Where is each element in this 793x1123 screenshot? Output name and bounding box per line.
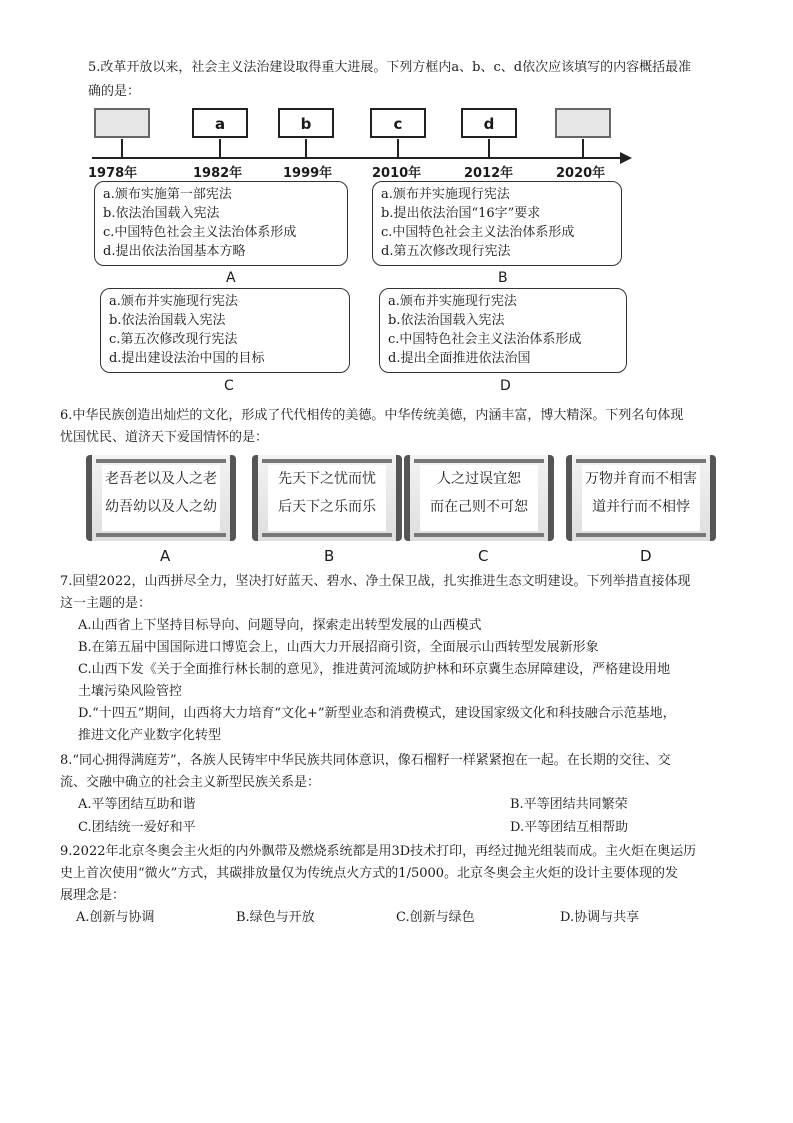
q7-option-a[interactable]: A.山西省上下坚持目标导向、问题导向，探索走出转型发展的山西模式 xyxy=(78,618,482,633)
option-item: d.第五次修改现行宪法 xyxy=(381,244,511,259)
q5-stem-line2: 确的是： xyxy=(88,84,141,99)
q8-stem-line2: 流、交融中确立的社会主义新型民族关系是： xyxy=(60,775,321,790)
option-item: d.提出全面推进依法治国 xyxy=(388,351,531,366)
timeline-year: 1999年 xyxy=(283,166,333,181)
q8-stem-line1: 8.“同心拥得满庭芳”，各族人民铸牢中华民族共同体意识，像石榴籽一样紧紧抱在一起。在长期的交往、交 xyxy=(60,753,671,768)
timeline-box-c: c xyxy=(370,108,426,138)
scroll-line: 后天下之乐而乐 xyxy=(278,499,376,515)
q6-stem-line1: 6.中华民族创造出灿烂的文化，形成了代代相传的美德。中华传统美德，内涵丰富，博大精深。下列名句体现 xyxy=(60,408,684,423)
option-item: c.中国特色社会主义法治体系形成 xyxy=(381,225,575,240)
option-item: b.提出依法治国“16字”要求 xyxy=(381,206,541,221)
q9-stem-line1: 9.2022年北京冬奥会主火炬的内外飘带及燃烧系统都是用3D技术打印，再经过抛光组装而成。主火炬在奥运历 xyxy=(60,844,697,859)
scroll-line: 幼吾幼以及人之幼 xyxy=(105,499,217,515)
q8-option-c[interactable]: C.团结统一爱好和平 xyxy=(78,820,196,835)
timeline-box-a: a xyxy=(192,108,248,138)
timeline-year: 2012年 xyxy=(464,166,514,181)
q9-option-c[interactable]: C.创新与绿色 xyxy=(396,910,475,925)
timeline-box-1978 xyxy=(94,108,150,138)
q9-option-a[interactable]: A.创新与协调 xyxy=(76,910,155,925)
option-item: a.颁布实施第一部宪法 xyxy=(103,187,232,202)
q8-option-a[interactable]: A.平等团结互助和谐 xyxy=(78,797,196,812)
option-item: d.提出建设法治中国的目标 xyxy=(109,351,265,366)
q5-option-c-label: C xyxy=(224,378,234,394)
q7-option-c-cont: 土壤污染风险管控 xyxy=(78,684,183,699)
option-item: b.依法治国载入宪法 xyxy=(103,206,220,221)
option-item: c.中国特色社会主义法治体系形成 xyxy=(103,225,297,240)
q8-option-b[interactable]: B.平等团结共同繁荣 xyxy=(510,797,628,812)
q5-option-d-label: D xyxy=(500,378,511,394)
option-item: c.第五次修改现行宪法 xyxy=(109,332,238,347)
q6-scroll-a-label: A xyxy=(160,547,171,565)
scroll-line: 人之过误宜恕 xyxy=(437,471,521,487)
q8-option-d[interactable]: D.平等团结互相帮助 xyxy=(510,820,629,835)
q6-scroll-c-label: C xyxy=(478,547,489,565)
q5-option-b-box[interactable] xyxy=(372,181,622,266)
q5-option-d-box[interactable] xyxy=(379,288,627,373)
q6-scroll-c[interactable] xyxy=(404,455,554,541)
option-item: a.颁布并实施现行宪法 xyxy=(388,294,517,309)
q6-scroll-d-label: D xyxy=(640,547,652,565)
scroll-line: 道并行而不相悖 xyxy=(592,499,690,515)
scroll-line: 先天下之忧而忧 xyxy=(278,471,376,487)
q6-scroll-b[interactable] xyxy=(252,455,402,541)
q6-scroll-d[interactable] xyxy=(566,455,716,541)
q7-option-d-cont: 推进文化产业数字化转型 xyxy=(78,728,222,743)
scroll-line: 而在己则不可恕 xyxy=(430,499,528,515)
q9-option-d[interactable]: D.协调与共享 xyxy=(560,910,640,925)
timeline-box-2020 xyxy=(555,108,611,138)
option-item: a.颁布并实施现行宪法 xyxy=(109,294,238,309)
timeline-arrow-icon xyxy=(620,152,632,164)
q7-option-c[interactable]: C.山西下发《关于全面推行林长制的意见》，推进黄河流域防护林和环京冀生态屏障建设，严格建设用地 xyxy=(78,662,671,677)
q7-stem-line1: 7.回望2022，山西拼尽全力，坚决打好蓝天、碧水、净土保卫战，扎实推进生态文明建设。下列举措直接体现 xyxy=(60,574,691,589)
q7-option-d[interactable]: D.“十四五”期间，山西将大力培育“文化+”新型业态和消费模式，建设国家级文化和科技融合示范基地， xyxy=(78,706,676,721)
option-item: b.依法治国载入宪法 xyxy=(388,313,505,328)
q5-stem-line1: 5.改革开放以来，社会主义法治建设取得重大进展。下列方框内a、b、c、d依次应该填写的内容概括最准 xyxy=(88,60,692,75)
scroll-line: 万物并育而不相害 xyxy=(585,471,697,487)
q9-stem-line3: 展理念是： xyxy=(60,888,126,903)
q6-stem-line2: 忧国忧民、道济天下爱国情怀的是： xyxy=(60,430,269,445)
option-item: b.依法治国载入宪法 xyxy=(109,313,226,328)
option-item: d.提出依法治国基本方略 xyxy=(103,244,246,259)
q7-stem-line2: 这一主题的是： xyxy=(60,596,152,611)
timeline-year: 2010年 xyxy=(372,166,422,181)
timeline-box-d: d xyxy=(461,108,517,138)
option-item: c.中国特色社会主义法治体系形成 xyxy=(388,332,582,347)
q5-option-c-box[interactable] xyxy=(100,288,350,373)
q5-option-b-label: B xyxy=(498,270,508,286)
q9-stem-line2: 史上首次使用“微火”方式，其碳排放量仅为传统点火方式的1/5000。北京冬奥会主火炬的设计主要体现的发 xyxy=(60,866,679,881)
q5-option-a-box[interactable] xyxy=(94,181,348,266)
timeline-box-b: b xyxy=(278,108,334,138)
q6-scroll-a[interactable] xyxy=(86,455,236,541)
timeline-year: 1982年 xyxy=(193,166,243,181)
timeline-axis xyxy=(92,157,622,159)
option-item: a.颁布并实施现行宪法 xyxy=(381,187,510,202)
scroll-line: 老吾老以及人之老 xyxy=(105,471,217,487)
timeline-year: 2020年 xyxy=(556,166,606,181)
q9-option-b[interactable]: B.绿色与开放 xyxy=(236,910,315,925)
q5-option-a-label: A xyxy=(226,270,236,286)
timeline-year: 1978年 xyxy=(88,166,138,181)
q7-option-b[interactable]: B.在第五届中国国际进口博览会上，山西大力开展招商引资，全面展示山西转型发展新形象 xyxy=(78,640,599,655)
q6-scroll-b-label: B xyxy=(324,547,335,565)
